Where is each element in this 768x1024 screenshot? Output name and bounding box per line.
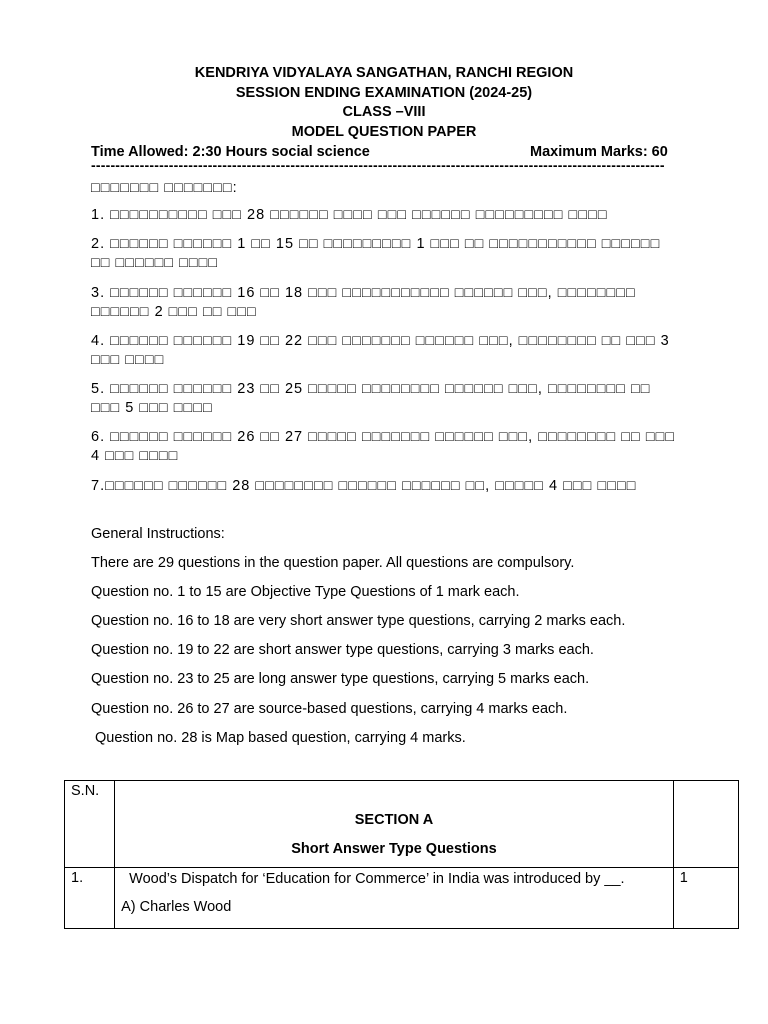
hindi-instructions-heading: □□□□□□□ □□□□□□□: — [91, 180, 238, 196]
maximum-marks: Maximum Marks: 60 — [530, 144, 668, 160]
general-instruction-item: Question no. 1 to 15 are Objective Type Questions of 1 mark each. — [91, 584, 520, 600]
section-title: SECTION A — [354, 812, 434, 828]
general-instruction-item: Question no. 23 to 25 are long answer type questions, carrying 5 marks each. — [91, 671, 590, 687]
questions-table — [64, 780, 739, 929]
paper-title: MODEL QUESTION PAPER — [291, 124, 477, 140]
organization-title: KENDRIYA VIDYALAYA SANGATHAN, RANCHI REGION — [194, 65, 574, 81]
general-instruction-item: Question no. 19 to 22 are short answer type questions, carrying 3 marks each. — [91, 642, 594, 658]
sn-header: S.N. — [65, 781, 115, 868]
question-number: 1. — [65, 868, 115, 929]
class-title: CLASS –VIII — [342, 104, 426, 120]
general-instruction-item: There are 29 questions in the question paper. All questions are compulsory. — [91, 555, 575, 571]
question-text: Wood’s Dispatch for ‘Education for Commerce’ in India was introduced by __. — [129, 871, 625, 887]
time-allowed: Time Allowed: 2:30 Hours social science — [91, 144, 370, 160]
hindi-instruction-item: 2. □□□□□□ □□□□□□ 1 □□ 15 □□ □□□□□□□□□ 1 □□□ □□ □□□□□□□□□□□ □□□□□□ □□ □□□□□□ □□□□ — [91, 236, 661, 271]
marks-header-cell — [673, 781, 738, 868]
exam-title: SESSION ENDING EXAMINATION (2024-25) — [235, 85, 533, 101]
separator-line: ---------------------------------------------------------------------------------------------------------------------- — [91, 158, 665, 172]
general-instructions-heading: General Instructions: — [91, 526, 225, 542]
general-instruction-item: Question no. 16 to 18 are very short answer type questions, carrying 2 marks each. — [91, 613, 626, 629]
section-subtitle: Short Answer Type Questions — [291, 841, 497, 857]
section-header-cell — [115, 781, 674, 868]
hindi-instruction-item: 3. □□□□□□ □□□□□□ 16 □□ 18 □□□ □□□□□□□□□□□ □□□□□□ □□□, □□□□□□□□ □□□□□□ 2 □□□ □□ □□□ — [91, 285, 636, 320]
question-option-a: A) Charles Wood — [121, 899, 232, 915]
general-instruction-item: Question no. 28 is Map based question, carrying 4 marks. — [91, 730, 466, 746]
hindi-instruction-item: 1. □□□□□□□□□□ □□□ 28 □□□□□□ □□□□ □□□ □□□□□□ □□□□□□□□□ □□□□ — [91, 207, 608, 223]
hindi-instruction-item: 7.□□□□□□ □□□□□□ 28 □□□□□□□□ □□□□□□ □□□□□□ □□, □□□□□ 4 □□□ □□□□ — [91, 478, 637, 494]
question-cell — [115, 868, 674, 929]
section-header-row — [65, 781, 739, 868]
table-row — [65, 868, 739, 929]
hindi-instruction-item: 4. □□□□□□ □□□□□□ 19 □□ 22 □□□ □□□□□□□ □□□□□□ □□□, □□□□□□□□ □□ □□□ 3 □□□ □□□□ — [91, 333, 670, 368]
general-instruction-item: Question no. 26 to 27 are source-based questions, carrying 4 marks each. — [91, 701, 568, 717]
hindi-instruction-item: 6. □□□□□□ □□□□□□ 26 □□ 27 □□□□□ □□□□□□□ □□□□□□ □□□, □□□□□□□□ □□ □□□ 4 □□□ □□□□ — [91, 429, 676, 464]
question-marks: 1 — [673, 868, 738, 929]
hindi-instruction-item: 5. □□□□□□ □□□□□□ 23 □□ 25 □□□□□ □□□□□□□□ □□□□□□ □□□, □□□□□□□□ □□ □□□ 5 □□□ □□□□ — [91, 381, 651, 416]
